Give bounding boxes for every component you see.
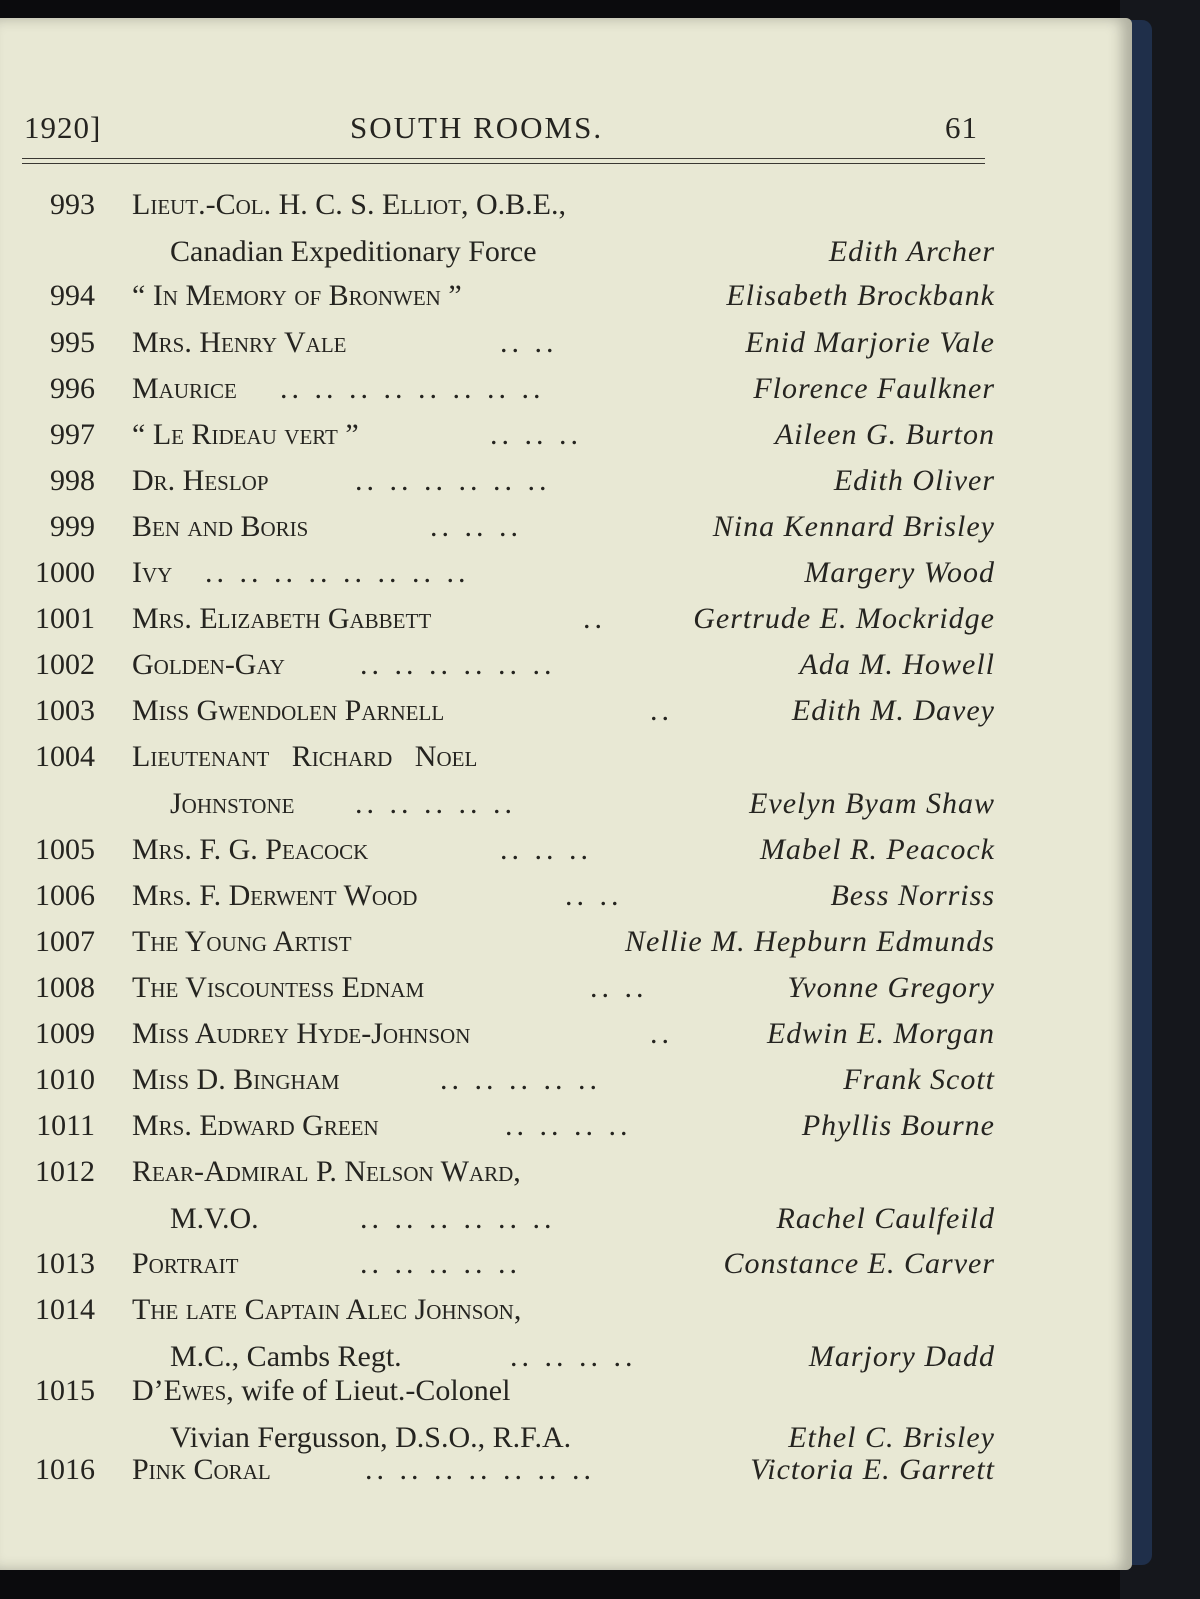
dot-leader: .. .. .. .. .. .. .. ..	[280, 372, 545, 405]
catalogue-entry	[0, 1102, 1000, 1149]
entry-artist: Marjory Dadd	[808, 1340, 995, 1373]
entry-artist: Nellie M. Hepburn Edmunds	[625, 925, 995, 958]
catalogue-entry	[0, 641, 1000, 688]
entry-number: 994	[50, 279, 95, 312]
entry-title: Lieut.-Col. H. C. S. Elliot, O.B.E.,	[132, 188, 566, 221]
entry-number: 1012	[35, 1155, 95, 1188]
entry-title: Rear-Admiral P. Nelson Ward,	[132, 1155, 521, 1188]
entry-number: 1016	[35, 1453, 95, 1486]
entry-title-description: wife of Lieut.-Colonel	[233, 1374, 511, 1407]
entry-title: Mrs. Edward Green	[132, 1109, 379, 1142]
entry-number: 1002	[35, 648, 95, 681]
entry-title-continued: Johnstone	[170, 787, 295, 820]
dot-leader: ..	[650, 694, 673, 727]
catalogue-entry	[0, 549, 1000, 596]
entry-title: Lieutenant Richard Noel	[132, 740, 478, 773]
header-rule-top	[22, 158, 985, 159]
catalogue-entry	[0, 826, 1000, 873]
entry-number: 998	[50, 464, 95, 497]
catalogue-entry	[0, 733, 1000, 827]
dot-leader: .. .. .. .. .. .. .. ..	[205, 556, 470, 589]
entry-artist: Ada M. Howell	[799, 648, 995, 681]
entry-artist: Rachel Caulfeild	[776, 1202, 995, 1235]
entry-title: Portrait	[132, 1247, 239, 1280]
catalogue-entry	[0, 1240, 1000, 1287]
entry-number: 999	[50, 510, 95, 543]
entry-artist: Edith Archer	[828, 235, 995, 268]
entry-title: Miss Gwendolen Parnell	[132, 694, 445, 727]
entry-title: Ben and Boris	[132, 510, 309, 543]
entry-title: Dr. Heslop	[132, 464, 269, 497]
catalogue-entry	[0, 595, 1000, 642]
entry-number: 995	[50, 326, 95, 359]
dot-leader: ..	[650, 1017, 673, 1050]
entry-number: 993	[50, 188, 95, 221]
dot-leader: .. .. ..	[430, 510, 522, 543]
entry-title: Golden-Gay	[132, 648, 285, 681]
catalogue-entry	[0, 365, 1000, 412]
catalogue-entry	[0, 457, 1000, 504]
running-header	[0, 110, 1000, 160]
catalogue-entry	[0, 411, 1000, 458]
dot-leader: .. .. .. .. .. ..	[360, 1202, 556, 1235]
entry-artist: Margery Wood	[804, 556, 995, 589]
dot-leader: .. .. ..	[500, 833, 592, 866]
entry-artist: Mabel R. Peacock	[759, 833, 995, 866]
entry-number: 1007	[35, 925, 95, 958]
entry-number: 1003	[35, 694, 95, 727]
dot-leader: .. .. .. .. .. .. ..	[365, 1453, 595, 1486]
dot-leader: .. .. .. ..	[510, 1340, 637, 1373]
entry-title: Mrs. F. G. Peacock	[132, 833, 369, 866]
dot-leader: .. .. .. .. ..	[360, 1247, 521, 1280]
dot-leader: .. .. .. .. ..	[440, 1063, 601, 1096]
entry-title: The late Captain Alec Johnson,	[132, 1293, 522, 1326]
entry-number: 1001	[35, 602, 95, 635]
dot-leader: .. .. ..	[490, 418, 582, 451]
catalogue-entry	[0, 964, 1000, 1011]
entry-artist: Ethel C. Brisley	[788, 1421, 995, 1454]
catalogue-entry	[0, 1446, 1000, 1493]
entry-artist: Florence Faulkner	[753, 372, 995, 405]
dot-leader: .. .. .. .. .. ..	[355, 464, 551, 497]
entry-number: 1008	[35, 971, 95, 1004]
catalogue-entry	[0, 872, 1000, 919]
entry-number: 1011	[36, 1109, 95, 1142]
entry-artist: Edith M. Davey	[791, 694, 995, 727]
header-title: SOUTH ROOMS.	[350, 110, 604, 145]
entry-number: 1000	[35, 556, 95, 589]
entry-title: The Viscountess Ednam	[132, 971, 425, 1004]
entry-number: 1010	[35, 1063, 95, 1096]
catalogue-entry	[0, 1148, 1000, 1242]
entry-artist: Phyllis Bourne	[801, 1109, 995, 1142]
entry-artist: Constance E. Carver	[723, 1247, 995, 1280]
entry-artist: Gertrude E. Mockridge	[693, 602, 995, 635]
book-page	[0, 18, 1132, 1570]
entry-title: The Young Artist	[132, 925, 352, 958]
page-number: 61	[945, 110, 978, 145]
header-rule-bottom	[22, 163, 985, 164]
entry-title: Miss D. Bingham	[132, 1063, 340, 1096]
entry-artist: Edwin E. Morgan	[766, 1017, 995, 1050]
entry-number: 1005	[35, 833, 95, 866]
catalogue-entry	[0, 503, 1000, 550]
entry-artist: Enid Marjorie Vale	[745, 326, 995, 359]
entry-title: Maurice	[132, 372, 237, 405]
entry-artist: Nina Kennard Brisley	[712, 510, 995, 543]
entry-artist: Yvonne Gregory	[787, 971, 995, 1004]
entry-artist: Bess Norriss	[830, 879, 995, 912]
entry-number: 996	[50, 372, 95, 405]
catalogue-entry	[0, 272, 1000, 319]
entry-number: 1015	[35, 1374, 95, 1407]
entry-title: Ivy	[132, 556, 173, 589]
entry-artist: Frank Scott	[843, 1063, 995, 1096]
entry-title-sitter: D’Ewes,	[132, 1374, 234, 1407]
catalogue-entry	[0, 687, 1000, 734]
dot-leader: .. ..	[565, 879, 623, 912]
catalogue-entry	[0, 181, 1000, 275]
catalogue-entry	[0, 1010, 1000, 1057]
entry-title: Miss Audrey Hyde-Johnson	[132, 1017, 471, 1050]
dot-leader: .. .. .. ..	[505, 1109, 632, 1142]
catalogue-entry	[0, 319, 1000, 366]
dot-leader: ..	[583, 602, 606, 635]
entry-number: 1014	[35, 1293, 95, 1326]
entry-title-continued: M.C., Cambs Regt.	[170, 1340, 402, 1373]
entry-title-continued: Vivian Fergusson, D.S.O., R.F.A.	[170, 1421, 572, 1454]
entry-title: “ Le Rideau vert ”	[132, 418, 359, 451]
entry-title: Mrs. Henry Vale	[132, 326, 347, 359]
entry-title: Pink Coral	[132, 1453, 271, 1486]
entry-title-continued: M.V.O.	[170, 1202, 259, 1235]
entry-number: 1009	[35, 1017, 95, 1050]
entry-title: Mrs. Elizabeth Gabbett	[132, 602, 432, 635]
catalogue-entry	[0, 1286, 1000, 1380]
dot-leader: .. ..	[500, 326, 558, 359]
header-year: 1920]	[24, 110, 102, 145]
entry-title	[132, 1367, 510, 1414]
entry-number: 997	[50, 418, 95, 451]
entry-title: “ In Memory of Bronwen ”	[132, 279, 462, 312]
entry-artist: Elisabeth Brockbank	[726, 279, 995, 312]
entry-number: 1006	[35, 879, 95, 912]
entry-artist: Aileen G. Burton	[774, 418, 995, 451]
entry-title: Mrs. F. Derwent Wood	[132, 879, 418, 912]
dot-leader: .. ..	[590, 971, 648, 1004]
entry-artist: Victoria E. Garrett	[750, 1453, 995, 1486]
entry-number: 1013	[35, 1247, 95, 1280]
dot-leader: .. .. .. .. .. ..	[360, 648, 556, 681]
entry-number: 1004	[35, 740, 95, 773]
catalogue-entry	[0, 1056, 1000, 1103]
catalogue-entry	[0, 918, 1000, 965]
entry-artist: Evelyn Byam Shaw	[749, 787, 995, 820]
entry-title-continued: Canadian Expeditionary Force	[170, 235, 537, 268]
entry-artist: Edith Oliver	[833, 464, 995, 497]
dot-leader: .. .. .. .. ..	[355, 787, 516, 820]
